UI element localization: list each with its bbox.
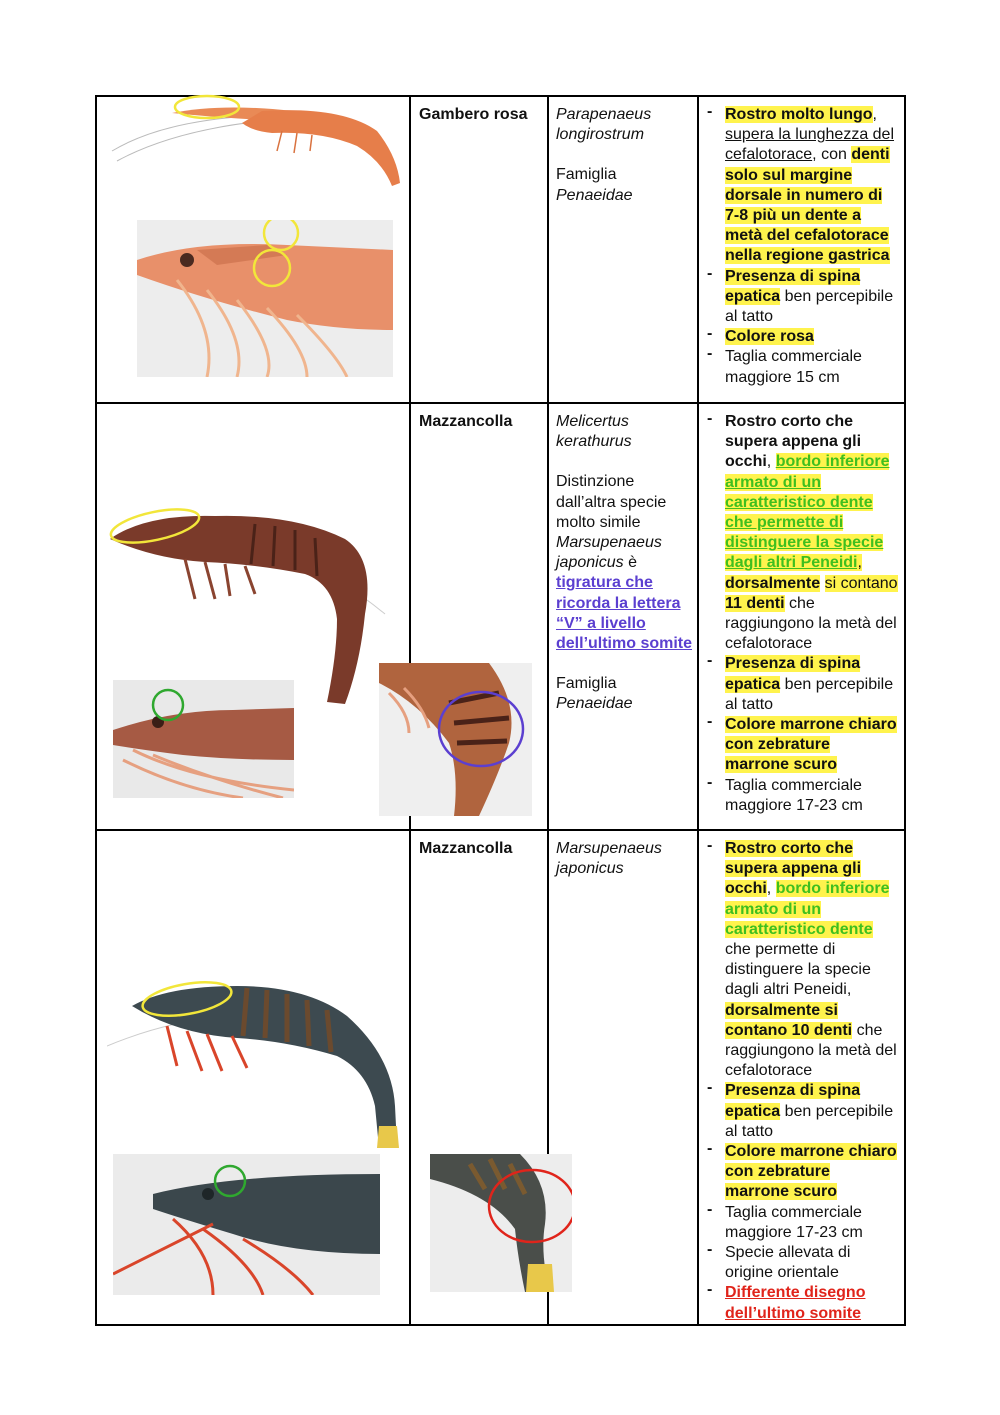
sci-genus: Melicertus <box>556 413 629 430</box>
pink-shrimp-photo <box>102 91 402 196</box>
sci-genus: Marsupenaeus <box>556 840 662 857</box>
distinction-text: Distinzione dall’altra specie molto simile <box>556 473 667 531</box>
feature-list <box>705 412 898 816</box>
features-cell <box>698 403 905 830</box>
family-label: Famiglia <box>556 166 617 184</box>
scientific-info: Melicertus kerathurus Distinzione dall’altra specie molto simile Marsupenaeus japonicus è tigratura che ricorda la lettera “V” a livello dell’ultimo somite Famiglia Penaeidae <box>548 403 698 830</box>
image-cell <box>96 96 410 403</box>
species-table <box>95 95 906 1326</box>
list-item: - Rostro molto lungo, supera la lunghezza del cefalotorace, con denti solo sul margine dorsale in numero di 7-8 più un dente a metà del cefalotorace nella regione gastrica <box>705 105 898 267</box>
table-row <box>96 830 905 1325</box>
features-cell <box>698 830 905 1325</box>
similar-species: Marsupenaeus japonicus <box>556 534 662 572</box>
list-item: - Taglia commerciale maggiore 17-23 cm <box>705 776 898 816</box>
list-item: - Colore marrone chiaro con zebrature marrone scuro <box>705 1142 898 1203</box>
family-label: Famiglia <box>556 675 617 693</box>
mazzancolla-tail-photo <box>379 663 532 816</box>
common-name: Gambero rosa <box>410 96 548 403</box>
list-item: - Presenza di spina epatica ben percepibile al tatto <box>705 267 898 328</box>
distinction-link[interactable]: tigratura che ricorda la lettera “V” a livello dell’ultimo somite <box>556 574 693 653</box>
family-name: Penaeidae <box>556 186 633 204</box>
japonicus-tail-photo <box>430 1154 572 1292</box>
common-name: Mazzancolla <box>410 830 548 1325</box>
list-item: - Presenza di spina epatica ben percepibile al tatto <box>705 1081 898 1142</box>
japonicus-head-photo <box>113 1154 380 1295</box>
family-name: Penaeidae <box>556 695 633 713</box>
image-cell <box>96 403 410 830</box>
list-item: - Presenza di spina epatica ben percepibile al tatto <box>705 654 898 715</box>
image-cell <box>96 830 410 1325</box>
list-item: - Colore rosa <box>705 327 898 347</box>
sci-species: kerathurus <box>556 433 632 451</box>
mazzancolla-shrimp-photo <box>105 504 405 704</box>
japonicus-shrimp-photo <box>107 976 407 1156</box>
sci-species: longirostrum <box>556 126 645 144</box>
list-item: - Specie allevata di origine orientale <box>705 1243 898 1283</box>
list-item: - Differente disegno dell’ultimo somite <box>705 1283 898 1323</box>
features-cell <box>698 96 905 403</box>
sci-genus: Parapenaeus <box>556 106 652 123</box>
list-item: - Colore marrone chiaro con zebrature marrone scuro <box>705 715 898 776</box>
scientific-info <box>548 96 698 403</box>
list-item: - Rostro corto che supera appena gli occhi, bordo inferiore armato di un caratteristico dente che permette di distinguere la specie dagli altri Peneidi, dorsalmente si contano 11 denti che raggiungono la metà del cefalotorace <box>705 412 898 654</box>
mazzancolla-head-photo <box>113 680 294 798</box>
sci-species: japonicus <box>556 860 624 878</box>
pink-shrimp-head-photo <box>137 220 393 377</box>
list-item: - Rostro corto che supera appena gli occhi, bordo inferiore armato di un caratteristico dente che permette di distinguere la specie dagli altri Peneidi, dorsalmente si contano 10 denti che raggiungono la metà del cefalotorace <box>705 839 898 1081</box>
common-name: Mazzancolla <box>410 403 548 830</box>
table-row <box>96 403 905 830</box>
feature-list <box>705 105 898 388</box>
list-item: - Taglia commerciale maggiore 17-23 cm <box>705 1203 898 1243</box>
list-item: - Taglia commerciale maggiore 15 cm <box>705 347 898 387</box>
feature-list <box>705 839 898 1324</box>
table-row <box>96 96 905 403</box>
